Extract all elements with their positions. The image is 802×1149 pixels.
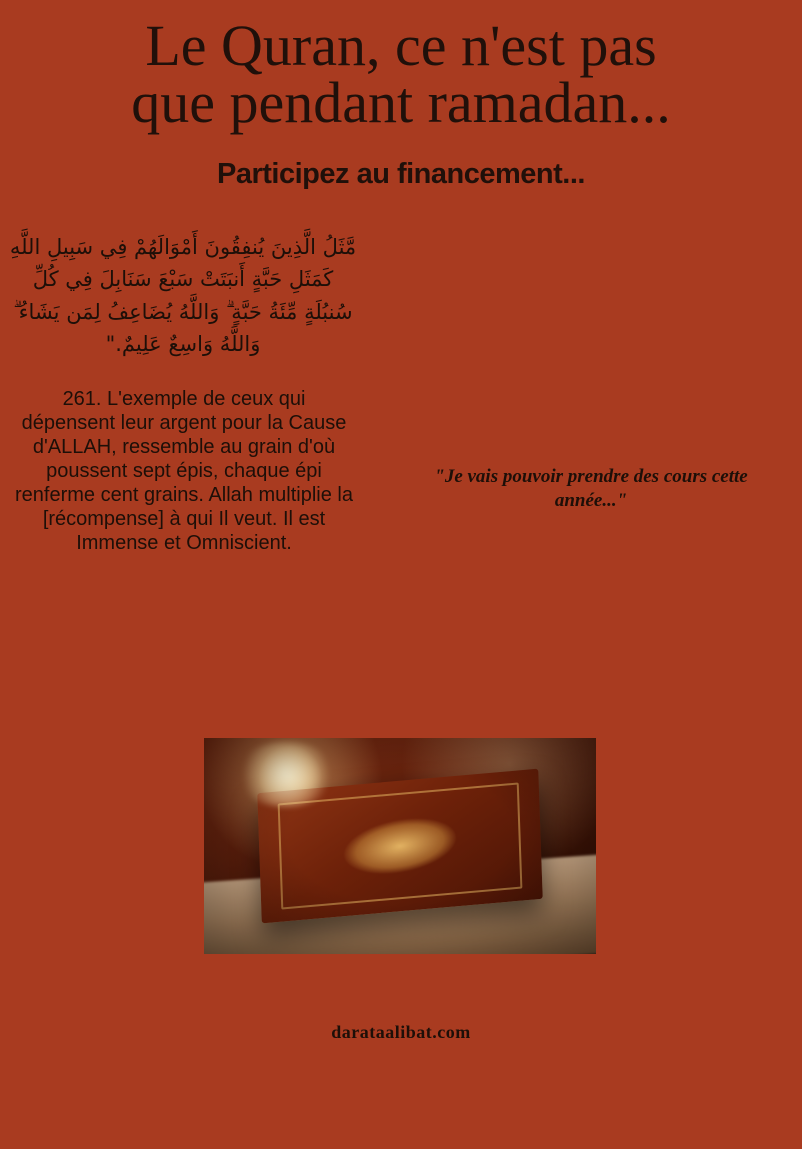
quran-photo xyxy=(204,738,596,954)
content-columns xyxy=(0,387,802,555)
quran-photo-image xyxy=(204,738,596,954)
page-title: Le Quran, ce n'est pas que pendant ramadan... xyxy=(131,13,671,135)
verse-translation: 261. L'exemple de ceux qui dépensent leur argent pour la Cause d'ALLAH, ressemble au grain d'où poussent sept épis, chaque épi renferme cent grains. Allah multiplie la [récompense] à qui Il veut. Il est Immense et Omniscient. xyxy=(15,387,353,554)
photo-vignette xyxy=(204,738,596,954)
page-subtitle: Participez au financement... xyxy=(217,157,585,190)
footer-website[interactable]: darataalibat.com xyxy=(331,1022,471,1042)
testimonial-quote: "Je vais pouvoir prendre des cours cette année..." xyxy=(434,465,748,511)
arabic-verse: مَّثَلُ الَّذِينَ يُنفِقُونَ أَمْوَالَهُمْ فِي سَبِيلِ اللَّهِ كَمَثَلِ حَبَّةٍ أَنبَتَتْ سَبْعَ سَنَابِلَ فِي كُلِّ سُنبُلَةٍ مِّئَةُ حَبَّةٍ ۗ وَاللَّهُ يُضَاعِفُ لِمَن يَشَاءُ ۗ وَاللَّهُ وَاسِعٌ عَلِيمٌ." xyxy=(9,234,357,357)
